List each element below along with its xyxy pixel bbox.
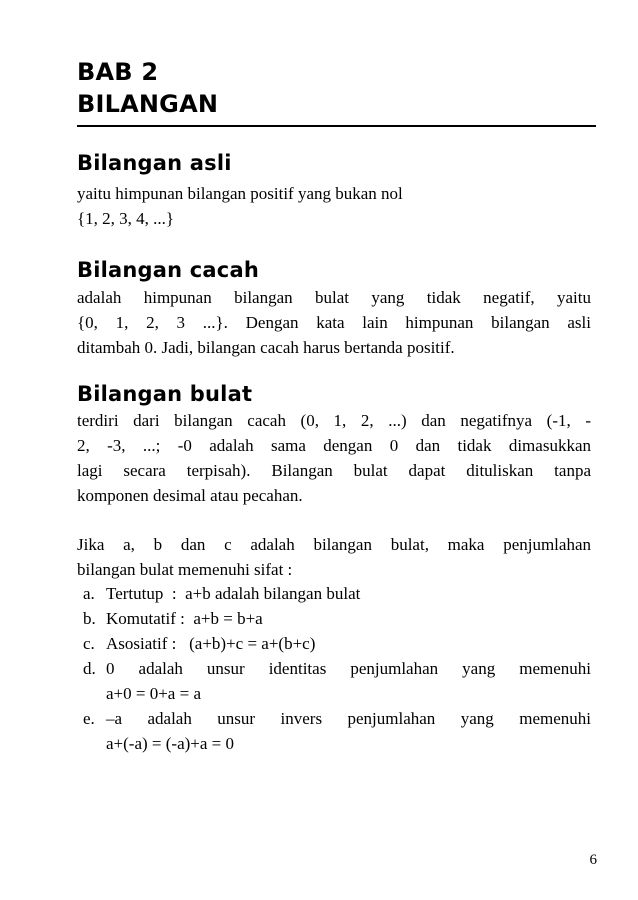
list-item-text: a+0 = 0+a = a <box>106 684 201 703</box>
list-item-text: 0 adalah unsur identitas penjumlahan yang memenuhi <box>106 659 591 678</box>
text-line: bilangan bulat memenuhi sifat : <box>77 560 293 579</box>
text-line: adalah himpunan bilangan bulat yang tidak negatif, yaitu <box>77 288 591 307</box>
chapter-number: BAB 2 <box>77 58 159 86</box>
properties-intro <box>77 532 591 582</box>
chapter-header <box>77 56 597 120</box>
list-marker: e. <box>83 709 95 728</box>
list-item-text: –a adalah unsur invers penjumlahan yang memenuhi <box>106 709 591 728</box>
section-heading-bilangan-bulat: Bilangan bulat <box>77 382 253 406</box>
list-item-text: Komutatif : a+b = b+a <box>106 609 263 628</box>
section-heading-bilangan-cacah: Bilangan cacah <box>77 258 259 282</box>
text-line: komponen desimal atau pecahan. <box>77 486 303 505</box>
section-body-bilangan-asli <box>77 181 591 231</box>
properties-list <box>77 581 591 756</box>
list-item-text: a+(-a) = (-a)+a = 0 <box>106 734 234 753</box>
section-body-bilangan-cacah <box>77 285 591 360</box>
list-marker: d. <box>83 659 96 678</box>
list-item-identitas <box>77 656 591 706</box>
text-line: Jika a, b dan c adalah bilangan bulat, maka penjumlahan <box>77 535 591 554</box>
list-marker: a. <box>83 584 95 603</box>
page-number: 6 <box>589 852 597 868</box>
list-item-asosiatif <box>77 631 591 656</box>
list-marker: c. <box>83 634 95 653</box>
chapter-title: BILANGAN <box>77 90 219 118</box>
text-line: yaitu himpunan bilangan positif yang bukan nol <box>77 184 403 203</box>
list-marker: b. <box>83 609 96 628</box>
chapter-divider <box>77 125 596 127</box>
list-item-invers <box>77 706 591 756</box>
list-item-tertutup <box>77 581 591 606</box>
list-item-komutatif <box>77 606 591 631</box>
text-line: ditambah 0. Jadi, bilangan cacah harus bertanda positif. <box>77 338 455 357</box>
section-body-bilangan-bulat <box>77 408 591 508</box>
list-item-text: Asosiatif : (a+b)+c = a+(b+c) <box>106 634 316 653</box>
text-line: 2, -3, ...; -0 adalah sama dengan 0 dan tidak dimasukkan <box>77 436 591 455</box>
text-line: lagi secara terpisah). Bilangan bulat dapat dituliskan tanpa <box>77 461 591 480</box>
text-line: terdiri dari bilangan cacah (0, 1, 2, ...) dan negatifnya (-1, - <box>77 411 591 430</box>
list-item-text: Tertutup : a+b adalah bilangan bulat <box>106 584 361 603</box>
text-line: {1, 2, 3, 4, ...} <box>77 209 175 228</box>
section-heading-bilangan-asli: Bilangan asli <box>77 151 232 175</box>
text-line: {0, 1, 2, 3 ...}. Dengan kata lain himpunan bilangan asli <box>77 313 591 332</box>
